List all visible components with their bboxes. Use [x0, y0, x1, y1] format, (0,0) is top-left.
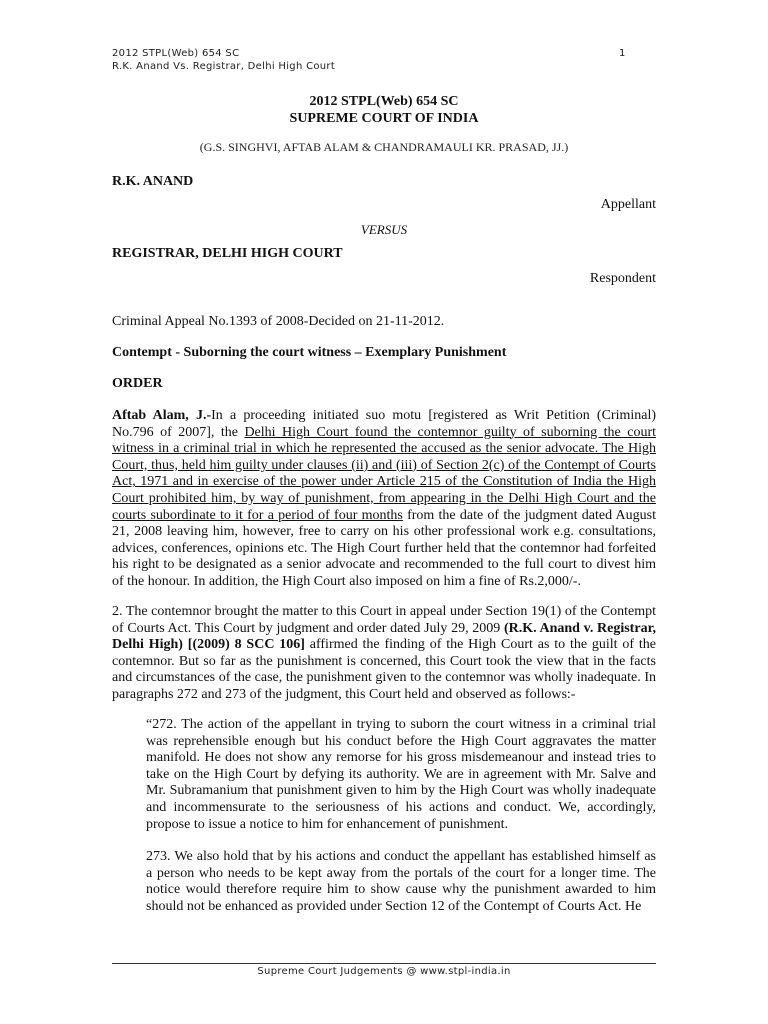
- header-parties: R.K. Anand Vs. Registrar, Delhi High Court: [112, 61, 336, 72]
- title-citation: 2012 STPL(Web) 654 SC: [309, 94, 459, 109]
- quote-272: “272. The action of the appellant in trying to suborn the court witness in a criminal trial was reprehensible enough but his conduct before the High Court aggravates the matter manifold. He does not show any remorse for his gross misdemeanour and instead tries to take on the High Court by defying its authority. We are in agreement with Mr. Salve and Mr. Subramanium that punishment given to him by the High Court was wholly inadequate and incommensurate to the seriousness of his actions and conduct. We, accordingly, propose to issue a notice to him for enhancement of punishment.: [146, 717, 656, 832]
- order-heading: ORDER: [112, 376, 163, 391]
- judge-name: Aftab Alam, J.-: [112, 408, 212, 423]
- versus-label: VERSUS: [360, 222, 408, 237]
- para2-citation: (R.K. Anand v. Registrar, Delhi High) [(2009) 8 SCC 106]: [112, 620, 656, 653]
- quote-273: 273. We also hold that by his actions and conduct the appellant has established himself as a person who needs to be kept away from the portals of the court for a longer time. The notice would therefore require him to show cause why the punishment awarded to him should not be enhanced as provided under Section 12 of the Contempt of Courts Act. He: [146, 849, 656, 914]
- judges-line: (G.S. SINGHVI, AFTAB ALAM & CHANDRAMAULI KR. PRASAD, JJ.): [199, 140, 569, 154]
- respondent-label: Respondent: [589, 271, 656, 286]
- case-info: Criminal Appeal No.1393 of 2008-Decided on 21-11-2012.: [112, 314, 445, 329]
- paragraph-2: [112, 604, 656, 704]
- title-court: SUPREME COURT OF INDIA: [289, 111, 479, 126]
- page-number: 1: [619, 48, 626, 59]
- appellant-name: R.K. ANAND: [112, 174, 194, 189]
- footer-divider: [112, 963, 656, 964]
- para1-text-2: from the date of the judgment dated August 21, 2008 leaving him, however, free to carry on his other professional work e.g. consultations, advices, conferences, opinions etc. The High Court further held that the contemnor had forfeited his right to be designated as a senior advocate and recommended to the full court to divest him of the honour. In addition, the High Court also imposed on him a fine of Rs.2,000/-.: [112, 507, 657, 589]
- footer-text: Supreme Court Judgements @ www.stpl-india.in: [257, 966, 511, 977]
- subject-line: Contempt - Suborning the court witness – Exemplary Punishment: [112, 345, 507, 360]
- para2-text-2: affirmed the finding of the High Court as to the guilt of the contemnor. But so far as the punishment is concerned, this Court took the view that in the facts and circumstances of the case, the punishment given to the contemnor was wholly inadequate. In paragraphs 272 and 273 of the judgment, this Court held and observed as follows:-: [112, 637, 656, 702]
- para1-underlined: Delhi High Court found the contemnor guilty of suborning the court witness in a criminal trial in which he represented the accused as the senior advocate. The High Court, thus, held him guilty under clauses (ii) and (iii) of Section 2(c) of the Contempt of Courts Act, 1971 and in exercise of the power under Article 215 of the Constitution of India the High Court prohibited him, by way of punishment, from appearing in the Delhi High Court and the courts subordinate to it for a period of four months: [112, 424, 656, 523]
- para1-text-1: In a proceeding initiated suo motu [registered as Writ Petition (Criminal) No.796 of 2007], the: [112, 408, 657, 440]
- respondent-name: REGISTRAR, DELHI HIGH COURT: [112, 246, 343, 261]
- para2-text-1: 2. The contemnor brought the matter to this Court in appeal under Section 19(1) of the Contempt of Courts Act. This Court by judgment and order dated July 29, 2009: [112, 604, 656, 636]
- header-citation: 2012 STPL(Web) 654 SC: [112, 48, 240, 59]
- appellant-label: Appellant: [600, 197, 656, 212]
- paragraph-1: [112, 408, 656, 591]
